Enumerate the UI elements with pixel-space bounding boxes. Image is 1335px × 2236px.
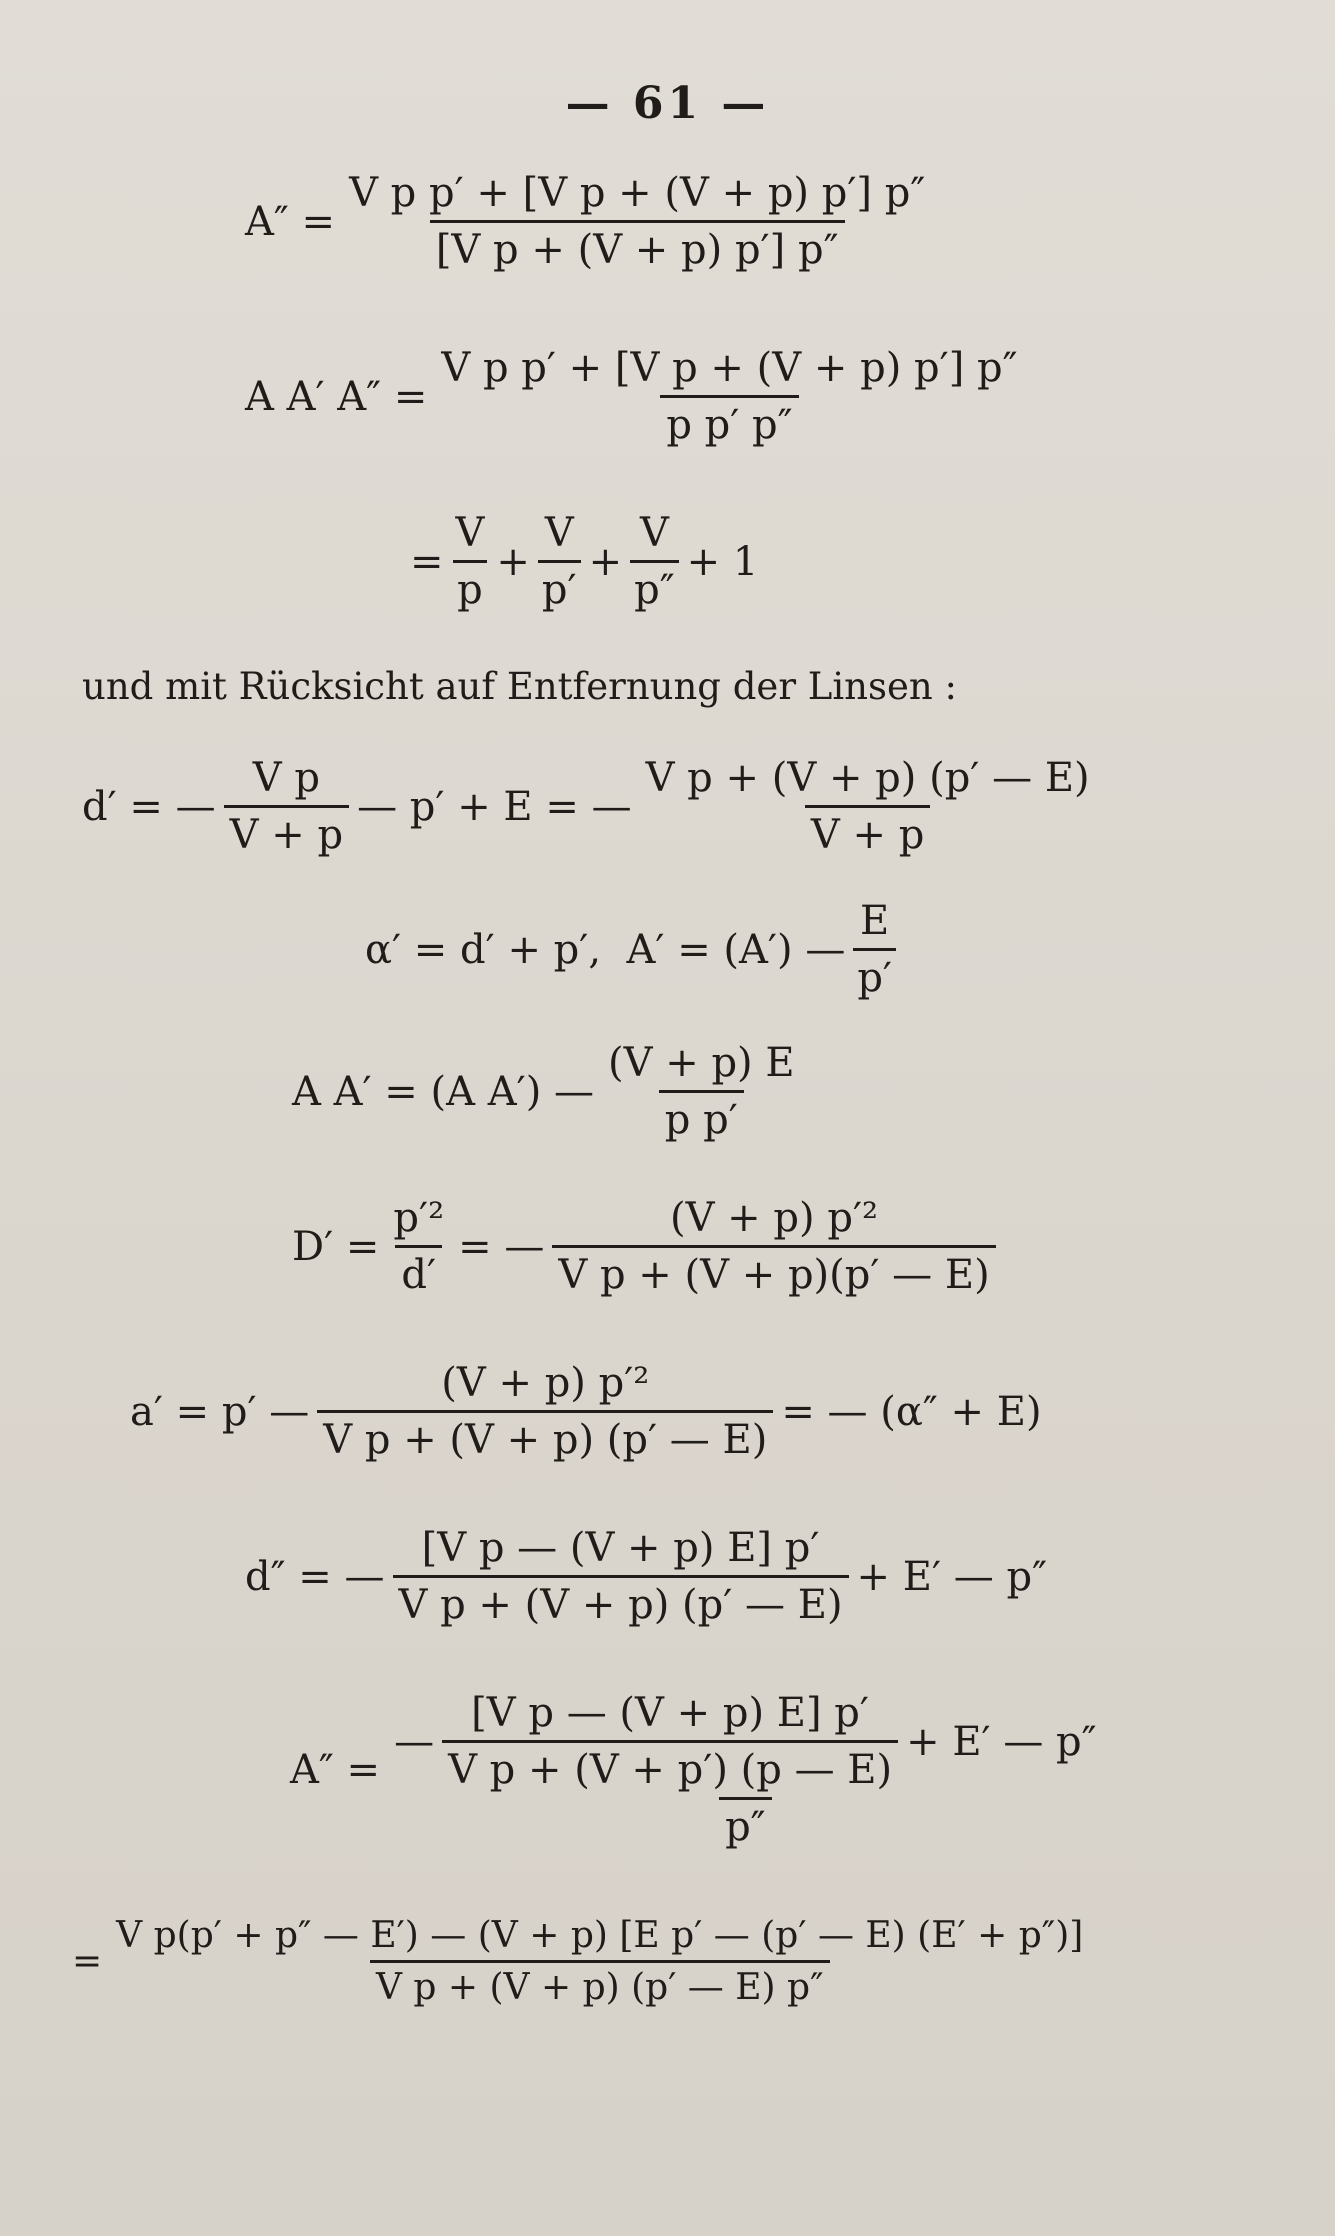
eq2-fraction — [435, 345, 1023, 448]
eq10-inner-denominator: V p + (V + p′) (p — E) — [442, 1740, 898, 1793]
equation-d-capital-prime — [292, 1195, 1004, 1298]
eq4-middle: — p′ + E = — — [357, 783, 632, 830]
eq2-denominator: p p′ p″ — [660, 395, 798, 448]
eq7-lhs: D′ = — [292, 1223, 380, 1270]
eq10-outer-fraction — [388, 1690, 1103, 1850]
eq5-denominator: p′ — [853, 948, 896, 1001]
eq10-outer-denominator: p″ — [719, 1797, 772, 1850]
eq10-outer-numerator — [388, 1690, 1103, 1797]
eq6-numerator: (V + p) E — [608, 1040, 795, 1086]
eq7-f2-numerator: (V + p) p′² — [669, 1195, 879, 1241]
eq5-numerator: E — [860, 898, 890, 944]
eq7-fraction-2 — [552, 1195, 995, 1298]
eq6-denominator: p p′ — [659, 1090, 744, 1143]
eq2-lhs: A A′ A″ = — [245, 373, 428, 420]
equation-d-double-prime — [245, 1525, 1047, 1628]
eq9-lhs: d″ = — — [245, 1553, 385, 1600]
eq3-f1-denominator: p — [453, 560, 487, 613]
eq10-inner-tail: + E′ — p″ — [906, 1718, 1097, 1765]
eq7-f2-denominator: V p + (V + p)(p′ — E) — [552, 1245, 995, 1298]
eq7-f1-denominator: d′ — [395, 1245, 442, 1298]
equation-a-double-prime — [245, 170, 939, 273]
eq9-denominator: V p + (V + p) (p′ — E) — [393, 1575, 849, 1628]
eq3-fraction-2 — [538, 510, 581, 613]
eq1-lhs: A″ = — [245, 198, 336, 245]
eq4-f1-denominator: V + p — [224, 805, 349, 858]
eq2-numerator: V p p′ + [V p + (V + p) p′] p″ — [441, 345, 1018, 391]
eq1-denominator: [V p + (V + p) p′] p″ — [430, 220, 845, 273]
eq7-middle: = — — [458, 1223, 545, 1270]
eq6-lhs: A A′ = (A A′) — — [292, 1068, 595, 1115]
eq4-fraction-1 — [224, 755, 349, 858]
eq3-equals: = — [410, 538, 444, 585]
eq5-lhs: α′ = d′ + p′, A′ = (A′) — — [365, 926, 846, 973]
eq4-lhs: d′ = — — [82, 783, 216, 830]
eq3-plus-2: + — [588, 538, 623, 585]
equation-final-result — [72, 1915, 1097, 2008]
eq1-fraction — [343, 170, 931, 273]
equation-a-prime — [130, 1360, 1042, 1463]
eq4-fraction-2 — [640, 755, 1096, 858]
eq9-fraction — [393, 1525, 849, 1628]
eq3-f3-numerator: V — [639, 510, 669, 556]
eq7-fraction-1 — [387, 1195, 450, 1298]
eq8-lhs: a′ = p′ — — [130, 1388, 310, 1435]
equation-aa-prime — [292, 1040, 809, 1143]
eq11-denominator: V p + (V + p) (p′ — E) p″ — [370, 1960, 830, 2008]
eq7-f1-numerator: p′² — [393, 1195, 445, 1241]
eq11-lhs: = — [72, 1941, 103, 1982]
eq11-fraction — [110, 1915, 1089, 2008]
eq11-numerator: V p(p′ + p″ — E′) — (V + p) [E p′ — (p′ — E) (E′ + p″)] — [116, 1915, 1084, 1956]
eq4-f2-denominator: V + p — [805, 805, 930, 858]
text-line: und mit Rücksicht auf Entfernung der Linsen : — [82, 665, 957, 708]
page-number: — 61 — — [565, 78, 770, 129]
equation-a-double-prime-expanded — [290, 1690, 1111, 1850]
equation-aa-a-double-prime — [245, 345, 1032, 448]
eq10-lhs: A″ = — [290, 1747, 381, 1793]
eq3-f2-denominator: p′ — [538, 560, 581, 613]
eq3-plus-1: + — [496, 538, 530, 585]
eq4-f2-numerator: V p + (V + p) (p′ — E) — [645, 755, 1090, 801]
eq6-fraction — [602, 1040, 801, 1143]
eq8-fraction — [317, 1360, 773, 1463]
eq3-tail: + 1 — [686, 538, 759, 585]
equation-d-prime — [82, 755, 1104, 858]
eq9-rhs: + E′ — p″ — [856, 1553, 1048, 1600]
eq4-f1-numerator: V p — [252, 755, 320, 801]
eq8-rhs: = — (α″ + E) — [781, 1388, 1042, 1435]
eq3-f3-denominator: p″ — [630, 560, 679, 613]
eq8-numerator: (V + p) p′² — [441, 1360, 650, 1406]
eq1-numerator: V p p′ + [V p + (V + p) p′] p″ — [349, 170, 926, 216]
equation-alpha-prime — [365, 898, 904, 1001]
eq3-f2-numerator: V — [544, 510, 574, 556]
eq3-fraction-3 — [630, 510, 679, 613]
eq3-f1-numerator: V — [455, 510, 485, 556]
eq9-numerator: [V p — (V + p) E] p′ — [421, 1525, 820, 1571]
eq10-inner-lead: — — [394, 1718, 435, 1765]
eq3-fraction-1 — [452, 510, 489, 613]
eq5-fraction — [853, 898, 896, 1001]
eq10-inner-fraction — [442, 1690, 898, 1793]
equation-sum-of-ratios — [410, 510, 758, 613]
eq10-inner-numerator: [V p — (V + p) E] p′ — [471, 1690, 869, 1736]
eq8-denominator: V p + (V + p) (p′ — E) — [317, 1410, 773, 1463]
